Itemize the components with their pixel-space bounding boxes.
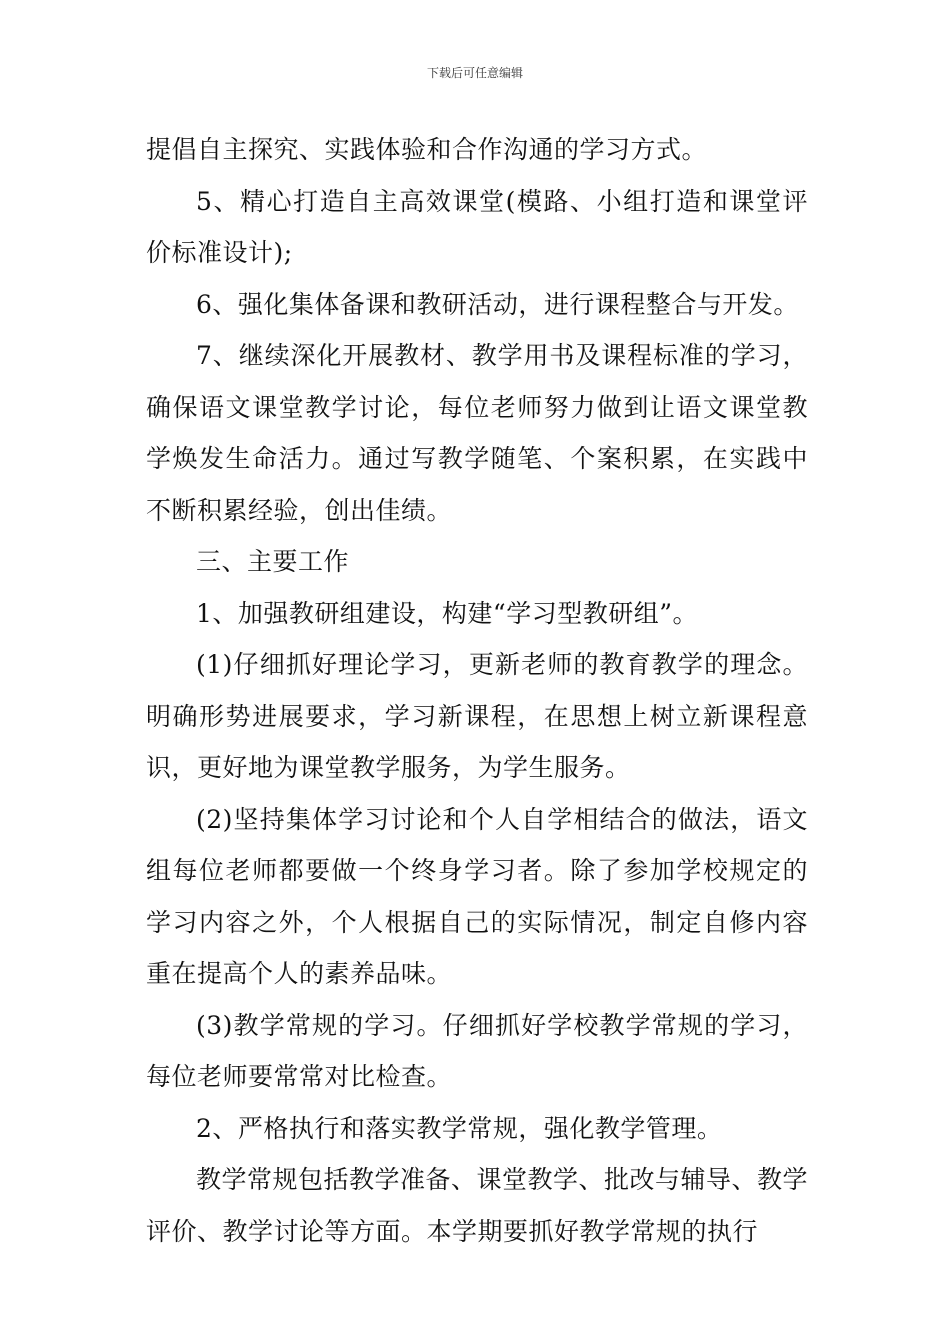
paragraph-2: 5、精心打造自主高效课堂(模路、小组打造和课堂评价标准设计); [146,186,808,267]
page-header: 下载后可任意编辑 [426,66,523,80]
paragraph-3: 6、强化集体备课和教研活动，进行课程整合与开发。 [196,289,799,319]
paragraph-1: 提倡自主探究、实践体验和合作沟通的学习方式。 [146,135,708,164]
paragraph-8: (2)坚持集体学习讨论和个人自学相结合的做法，语文组每位老师都要做一个终身学习者。除了参加学校规定的学习内容之外，个人根据自己的实际情况，制定自修内容重在提高个人的素养品味。 [146,804,808,988]
document-body [146,124,808,1257]
paragraph-6: 1、加强教研组建设，构建“学习型教研组”。 [196,598,698,628]
paragraph-4: 7、继续深化开展教材、教学用书及课程标准的学习，确保语文课堂教学讨论，每位老师努力做到让语文课堂教学焕发生命活力。通过写教学随笔、个案积累，在实践中不断积累经验，创出佳绩。 [146,341,808,525]
section-heading: 三、主要工作 [196,547,350,576]
paragraph-11: 教学常规包括教学准备、课堂教学、批改与辅导、教学评价、教学讨论等方面。本学期要抓好教学常规的执行 [146,1165,809,1246]
paragraph-9: (3)教学常规的学习。仔细抓好学校教学常规的学习，每位老师要常常对比检查。 [146,1010,808,1091]
paragraph-7: (1)仔细抓好理论学习，更新老师的教育教学的理念。明确形势进展要求，学习新课程，在思想上树立新课程意识，更好地为课堂教学服务，为学生服务。 [146,650,808,782]
paragraph-10: 2、严格执行和落实教学常规，强化教学管理。 [196,1113,723,1143]
